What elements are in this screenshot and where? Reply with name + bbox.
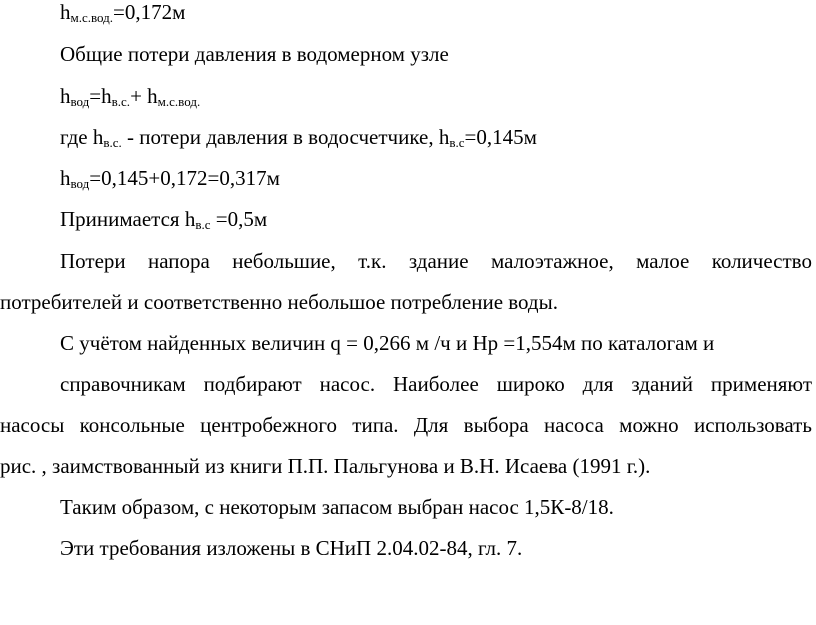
word: Наиболее: [393, 372, 479, 396]
text-part: где h: [60, 125, 104, 149]
formula-h-vod: [60, 86, 200, 107]
word: подбирают: [203, 372, 302, 396]
formula-symbol: h: [60, 0, 71, 24]
formula-part: =h: [89, 84, 112, 108]
formula-h-vod-value: [60, 168, 280, 189]
formula-subscript: м.с.вод.: [70, 10, 114, 25]
word: широко: [496, 372, 565, 396]
word: использовать: [694, 413, 812, 437]
word: насоса: [544, 413, 604, 437]
paragraph-3: Таким образом, с некоторым запасом выбран насос 1,5К-8/18.: [60, 495, 614, 519]
word: справочникам: [60, 372, 186, 396]
formula-subscript: в.с.: [103, 135, 122, 150]
formula-subscript: вод: [70, 176, 90, 191]
paragraph-2-line-2: [60, 374, 812, 395]
text-part: - потери давления в водосчетчике, h: [121, 125, 450, 149]
word: центробежного: [200, 413, 337, 437]
paragraph-1-line-1: [60, 251, 812, 272]
formula-value: =0,145+0,172=0,317м: [89, 166, 280, 190]
paragraph-2-line-1: С учётом найденных величин q = 0,266 м /ч и Hр =1,554м по каталогам и: [60, 331, 715, 355]
word: напора: [148, 249, 210, 273]
formula-subscript: вод: [70, 94, 90, 109]
formula-part: + h: [130, 84, 158, 108]
heading-total-pressure-loss: Общие потери давления в водомерном узле: [60, 42, 449, 66]
word: малое: [636, 249, 690, 273]
text-part: =0,5м: [210, 207, 268, 231]
formula-value: =0,172м: [113, 0, 186, 24]
paragraph-4: Эти требования изложены в СНиП 2.04.02-84, гл. 7.: [60, 536, 523, 560]
paragraph-2-line-3: [0, 415, 812, 436]
definition-h-vs: [60, 127, 537, 148]
paragraph-1-line-2: потребителей и соответственно небольшое потребление воды.: [0, 290, 558, 314]
paragraph-2-line-4: рис. , заимствованный из книги П.П. Пальгунова и В.Н. Исаева (1991 г.).: [0, 454, 651, 478]
word: применяют: [710, 372, 812, 396]
word: для: [582, 372, 614, 396]
word: малоэтажное,: [490, 249, 614, 273]
accepted-value: [60, 209, 267, 230]
word: выбора: [463, 413, 529, 437]
word: можно: [619, 413, 679, 437]
formula-subscript: м.с.вод.: [157, 94, 201, 109]
formula-symbol: h: [60, 166, 71, 190]
word: зданий: [631, 372, 694, 396]
formula-symbol: h: [60, 84, 71, 108]
word: Для: [413, 413, 449, 437]
word: количество: [711, 249, 812, 273]
formula-subscript: в.с: [195, 217, 211, 232]
word: здание: [408, 249, 469, 273]
word: насосы: [0, 413, 65, 437]
formula-h-msvod: [60, 2, 185, 23]
formula-subscript: в.с.: [111, 94, 131, 109]
word: насос.: [319, 372, 376, 396]
formula-subscript: в.с: [449, 135, 465, 150]
text-part: Принимается h: [60, 207, 196, 231]
word: типа.: [352, 413, 399, 437]
word: Потери: [60, 249, 126, 273]
text-part: =0,145м: [464, 125, 537, 149]
word: т.к.: [358, 249, 387, 273]
word: консольные: [79, 413, 185, 437]
word: небольшие,: [232, 249, 336, 273]
